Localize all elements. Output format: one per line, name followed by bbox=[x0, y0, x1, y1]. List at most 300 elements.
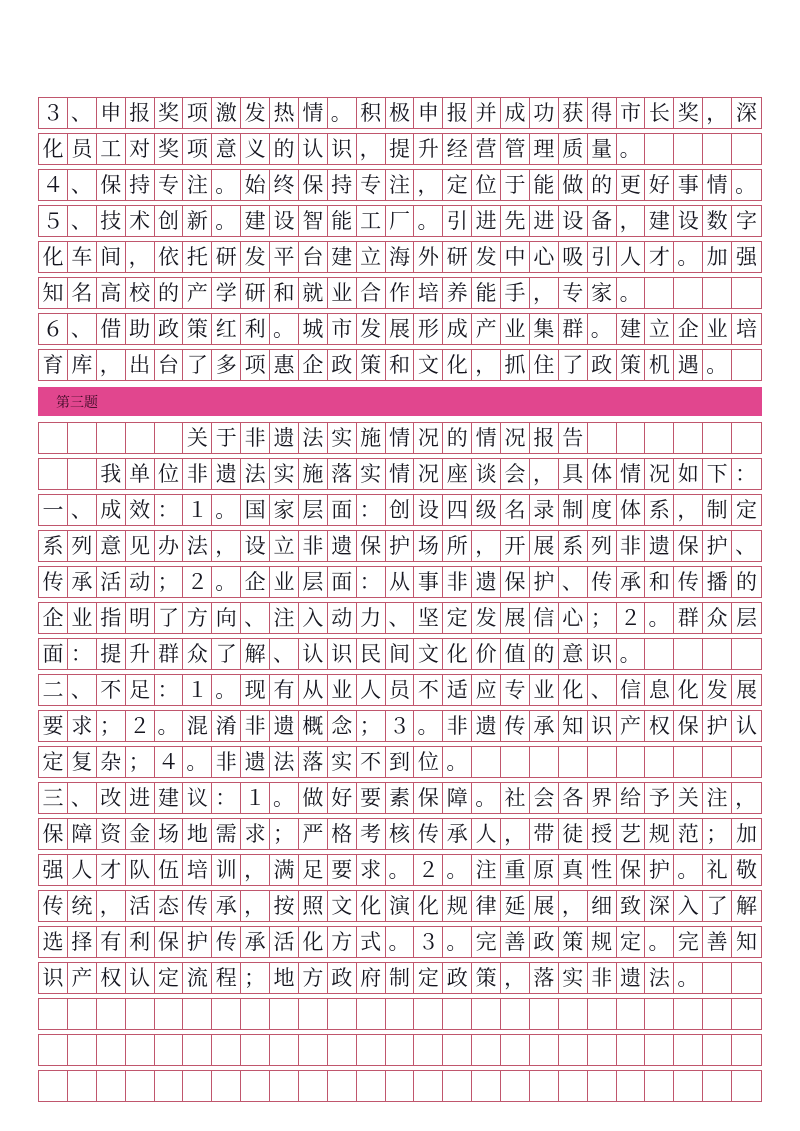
grid-cell: 规 bbox=[645, 819, 674, 849]
grid-row bbox=[38, 602, 762, 634]
grid-cell: 系 bbox=[559, 531, 588, 561]
grid-cell: 活 bbox=[126, 891, 155, 921]
grid-cell: 开 bbox=[501, 531, 530, 561]
grid-cell: 长 bbox=[645, 98, 674, 128]
grid-cell: 群 bbox=[674, 603, 703, 633]
grid-cell: 文 bbox=[414, 350, 443, 380]
grid-cell: 格 bbox=[328, 819, 357, 849]
grid-cell: 名 bbox=[501, 495, 530, 525]
grid-cell: 众 bbox=[703, 603, 732, 633]
grid-cell: 况 bbox=[645, 459, 674, 489]
grid-cell: 民 bbox=[357, 639, 386, 669]
grid-cell bbox=[68, 999, 97, 1029]
grid-cell: 心 bbox=[559, 603, 588, 633]
grid-cell bbox=[270, 1071, 299, 1101]
grid-cell: 策 bbox=[472, 963, 501, 993]
grid-cell: 实 bbox=[357, 459, 386, 489]
grid-cell: 度 bbox=[588, 495, 617, 525]
grid-cell: １ bbox=[183, 495, 212, 525]
grid-cell: 非 bbox=[299, 531, 328, 561]
grid-cell: 保 bbox=[97, 170, 126, 200]
grid-cell: 传 bbox=[588, 567, 617, 597]
grid-cell: 人 bbox=[617, 242, 646, 272]
grid-cell: 强 bbox=[39, 855, 68, 885]
grid-cell: 四 bbox=[443, 495, 472, 525]
grid-cell: 实 bbox=[328, 423, 357, 453]
grid-cell: 利 bbox=[126, 927, 155, 957]
grid-cell: 质 bbox=[559, 134, 588, 164]
grid-cell: 解 bbox=[736, 893, 758, 918]
grid-cell: ： bbox=[155, 675, 184, 705]
grid-cell: 定 bbox=[39, 747, 68, 777]
grid-cell: 研 bbox=[241, 278, 270, 308]
grid-cell: 心 bbox=[530, 242, 559, 272]
grid-cell: ， bbox=[501, 963, 530, 993]
grid-cell: 保 bbox=[155, 927, 184, 957]
grid-row bbox=[38, 530, 762, 562]
grid-cell: 。 bbox=[414, 206, 443, 236]
grid-cell: 明 bbox=[126, 603, 155, 633]
grid-cell: 台 bbox=[299, 242, 328, 272]
grid-cell: 库 bbox=[68, 350, 97, 380]
grid-cell: 到 bbox=[386, 747, 415, 777]
grid-cell bbox=[357, 1071, 386, 1101]
grid-cell: 保 bbox=[39, 819, 68, 849]
grid-cell: ； bbox=[155, 567, 184, 597]
grid-cell: 保 bbox=[299, 170, 328, 200]
grid-cell: 适 bbox=[443, 675, 472, 705]
grid-cell: 识 bbox=[39, 963, 68, 993]
grid-cell: 提 bbox=[97, 639, 126, 669]
grid-cell: 。 bbox=[588, 314, 617, 344]
grid-cell: 依 bbox=[155, 242, 184, 272]
grid-cell bbox=[241, 1071, 270, 1101]
grid-cell: 发 bbox=[357, 314, 386, 344]
grid-cell: 车 bbox=[68, 242, 97, 272]
grid-row bbox=[38, 638, 762, 670]
grid-cell: 员 bbox=[68, 134, 97, 164]
grid-cell: 非 bbox=[212, 747, 241, 777]
grid-cell: 足 bbox=[126, 675, 155, 705]
grid-cell bbox=[299, 999, 328, 1029]
grid-cell bbox=[501, 747, 530, 777]
grid-cell bbox=[212, 1071, 241, 1101]
grid-cell: 护 bbox=[645, 855, 674, 885]
grid-cell: 手 bbox=[501, 278, 530, 308]
grid-cell: 级 bbox=[472, 495, 501, 525]
grid-cell: 态 bbox=[155, 891, 184, 921]
grid-cell: 演 bbox=[386, 891, 415, 921]
grid-cell: 求 bbox=[241, 819, 270, 849]
grid-cell: 情 bbox=[386, 459, 415, 489]
grid-cell: 善 bbox=[501, 927, 530, 957]
grid-cell: 更 bbox=[617, 170, 646, 200]
grid-cell: 业 bbox=[501, 314, 530, 344]
grid-cell: 作 bbox=[386, 278, 415, 308]
grid-cell bbox=[414, 1035, 443, 1065]
grid-cell: 建 bbox=[155, 783, 184, 813]
grid-cell: 认 bbox=[126, 963, 155, 993]
grid-cell: 多 bbox=[212, 350, 241, 380]
grid-cell: 带 bbox=[530, 819, 559, 849]
grid-cell: 报 bbox=[443, 98, 472, 128]
grid-cell: 加 bbox=[736, 821, 758, 846]
grid-cell: 淆 bbox=[212, 711, 241, 741]
grid-cell: 的 bbox=[736, 569, 758, 594]
grid-cell: 文 bbox=[328, 891, 357, 921]
grid-cell bbox=[732, 639, 761, 669]
grid-cell: 定 bbox=[617, 927, 646, 957]
grid-cell: 专 bbox=[501, 675, 530, 705]
grid-cell: 申 bbox=[414, 98, 443, 128]
grid-cell: 保 bbox=[617, 855, 646, 885]
grid-cell: 层 bbox=[299, 567, 328, 597]
grid-cell bbox=[703, 1035, 732, 1065]
grid-cell: 式 bbox=[357, 927, 386, 957]
grid-cell: 考 bbox=[357, 819, 386, 849]
grid-cell: 所 bbox=[443, 531, 472, 561]
grid-cell: 定 bbox=[736, 497, 758, 522]
grid-cell: 情 bbox=[386, 423, 415, 453]
grid-row bbox=[38, 422, 762, 454]
grid-cell: 惠 bbox=[270, 350, 299, 380]
grid-cell: 解 bbox=[241, 639, 270, 669]
grid-cell: 专 bbox=[559, 278, 588, 308]
grid-cell: 持 bbox=[328, 170, 357, 200]
grid-row bbox=[38, 566, 762, 598]
grid-cell: 面 bbox=[39, 639, 68, 669]
grid-cell: 护 bbox=[703, 711, 732, 741]
grid-cell: ３ bbox=[386, 711, 415, 741]
grid-cell: 选 bbox=[39, 927, 68, 957]
grid-cell bbox=[559, 1071, 588, 1101]
grid-cell: ， bbox=[617, 206, 646, 236]
grid-cell: 厂 bbox=[386, 206, 415, 236]
grid-cell bbox=[559, 747, 588, 777]
grid-cell: ： bbox=[735, 461, 757, 486]
grid-cell bbox=[703, 423, 732, 453]
grid-cell: 授 bbox=[588, 819, 617, 849]
grid-cell: 。 bbox=[212, 567, 241, 597]
grid-cell: 办 bbox=[155, 531, 184, 561]
grid-row bbox=[38, 241, 762, 273]
grid-cell: 始 bbox=[241, 170, 270, 200]
grid-cell: 营 bbox=[472, 134, 501, 164]
grid-row bbox=[38, 710, 762, 742]
grid-cell: 业 bbox=[328, 675, 357, 705]
grid-cell: 设 bbox=[559, 206, 588, 236]
grid-cell: 发 bbox=[472, 603, 501, 633]
grid-cell: 产 bbox=[617, 711, 646, 741]
grid-cell: 二 bbox=[39, 675, 68, 705]
grid-cell: ， bbox=[472, 531, 501, 561]
grid-cell: 会 bbox=[501, 459, 530, 489]
grid-cell: 极 bbox=[386, 98, 415, 128]
grid-cell bbox=[212, 999, 241, 1029]
grid-cell: 和 bbox=[645, 567, 674, 597]
grid-row bbox=[38, 782, 762, 814]
grid-cell: 情 bbox=[472, 423, 501, 453]
grid-cell: 注 bbox=[270, 603, 299, 633]
grid-cell: ２ bbox=[126, 711, 155, 741]
grid-cell: ， bbox=[674, 495, 703, 525]
grid-cell: 认 bbox=[736, 713, 758, 738]
grid-cell: 、 bbox=[270, 639, 299, 669]
grid-cell: 、 bbox=[68, 314, 97, 344]
grid-cell bbox=[530, 1035, 559, 1065]
grid-cell: 奖 bbox=[155, 98, 184, 128]
grid-cell: 住 bbox=[530, 350, 559, 380]
grid-cell: 场 bbox=[155, 819, 184, 849]
grid-cell: 、 bbox=[68, 783, 97, 813]
grid-cell: 报 bbox=[126, 98, 155, 128]
grid-cell: 情 bbox=[617, 459, 646, 489]
grid-cell: 非 bbox=[183, 459, 212, 489]
grid-cell: 保 bbox=[674, 531, 703, 561]
grid-cell: 出 bbox=[126, 350, 155, 380]
grid-cell: 成 bbox=[443, 314, 472, 344]
grid-cell: 。 bbox=[703, 350, 732, 380]
grid-cell: 进 bbox=[530, 206, 559, 236]
grid-cell: 升 bbox=[126, 639, 155, 669]
grid-cell: 功 bbox=[530, 98, 559, 128]
grid-cell: 发 bbox=[472, 242, 501, 272]
manuscript-sheet bbox=[38, 97, 762, 1106]
grid-cell: 非 bbox=[588, 963, 617, 993]
grid-cell: 坚 bbox=[414, 603, 443, 633]
grid-cell: 项 bbox=[183, 98, 212, 128]
grid-cell: 定 bbox=[414, 963, 443, 993]
grid-cell: 企 bbox=[674, 314, 703, 344]
grid-cell: 识 bbox=[328, 134, 357, 164]
grid-cell: 。 bbox=[212, 206, 241, 236]
grid-cell: 业 bbox=[530, 675, 559, 705]
grid-cell: 、 bbox=[386, 603, 415, 633]
grid-cell: 具 bbox=[559, 459, 588, 489]
grid-cell: 面 bbox=[328, 495, 357, 525]
grid-cell: 策 bbox=[617, 350, 646, 380]
grid-cell: 法 bbox=[241, 459, 270, 489]
grid-cell bbox=[703, 1071, 732, 1101]
grid-cell: 报 bbox=[530, 423, 559, 453]
section-label: 第三题 bbox=[56, 394, 98, 411]
grid-cell: 一 bbox=[39, 495, 68, 525]
grid-cell bbox=[501, 1071, 530, 1101]
grid-cell: 遗 bbox=[270, 711, 299, 741]
grid-cell: 量 bbox=[588, 134, 617, 164]
grid-row bbox=[38, 962, 762, 994]
grid-cell: 化 bbox=[443, 639, 472, 669]
grid-cell: ； bbox=[703, 819, 732, 849]
grid-cell: 播 bbox=[703, 567, 732, 597]
grid-cell: 传 bbox=[674, 567, 703, 597]
grid-cell bbox=[386, 1071, 415, 1101]
grid-cell: 、 bbox=[68, 98, 97, 128]
grid-cell: 定 bbox=[443, 603, 472, 633]
grid-cell: 律 bbox=[472, 891, 501, 921]
grid-cell: 。 bbox=[617, 134, 646, 164]
grid-cell bbox=[588, 1071, 617, 1101]
grid-cell: 统 bbox=[68, 891, 97, 921]
grid-cell: 。 bbox=[443, 747, 472, 777]
grid-cell: 家 bbox=[270, 495, 299, 525]
grid-cell: 、 bbox=[68, 206, 97, 236]
grid-cell: 成 bbox=[501, 98, 530, 128]
grid-cell bbox=[39, 1071, 68, 1101]
grid-cell: 息 bbox=[645, 675, 674, 705]
grid-cell: 况 bbox=[414, 423, 443, 453]
grid-row bbox=[38, 277, 762, 309]
grid-cell: 申 bbox=[97, 98, 126, 128]
grid-cell: 从 bbox=[299, 675, 328, 705]
grid-cell: 术 bbox=[126, 206, 155, 236]
grid-cell bbox=[183, 1035, 212, 1065]
grid-cell: 要 bbox=[357, 783, 386, 813]
grid-row bbox=[38, 926, 762, 958]
grid-cell: 注 bbox=[183, 170, 212, 200]
grid-cell: ， bbox=[241, 891, 270, 921]
grid-cell: 建 bbox=[241, 206, 270, 236]
grid-cell: 法 bbox=[299, 423, 328, 453]
grid-cell: 海 bbox=[386, 242, 415, 272]
grid-cell: 遗 bbox=[472, 711, 501, 741]
grid-cell: 政 bbox=[443, 963, 472, 993]
grid-cell: 。 bbox=[645, 603, 674, 633]
grid-cell: 遇 bbox=[674, 350, 703, 380]
grid-cell: 深 bbox=[736, 100, 758, 125]
grid-cell: 细 bbox=[588, 891, 617, 921]
grid-cell bbox=[97, 1071, 126, 1101]
grid-cell: 动 bbox=[126, 567, 155, 597]
grid-cell bbox=[126, 1071, 155, 1101]
grid-cell: 从 bbox=[386, 567, 415, 597]
grid-cell bbox=[299, 1071, 328, 1101]
grid-row bbox=[38, 890, 762, 922]
grid-cell: 定 bbox=[155, 963, 184, 993]
grid-cell: 知 bbox=[736, 929, 758, 954]
grid-cell: 社 bbox=[501, 783, 530, 813]
grid-cell bbox=[357, 1035, 386, 1065]
grid-cell bbox=[645, 747, 674, 777]
grid-cell: 政 bbox=[328, 350, 357, 380]
grid-cell: ５ bbox=[39, 206, 68, 236]
grid-cell bbox=[703, 963, 732, 993]
grid-cell: 护 bbox=[530, 567, 559, 597]
grid-cell: 见 bbox=[126, 531, 155, 561]
grid-cell: 化 bbox=[674, 675, 703, 705]
grid-cell: 指 bbox=[97, 603, 126, 633]
grid-cell: 重 bbox=[501, 855, 530, 885]
grid-row bbox=[38, 458, 762, 490]
grid-cell: 。 bbox=[270, 314, 299, 344]
grid-cell: 能 bbox=[472, 278, 501, 308]
grid-cell: 法 bbox=[270, 747, 299, 777]
grid-cell bbox=[617, 1035, 646, 1065]
grid-cell: ， bbox=[559, 891, 588, 921]
grid-cell bbox=[703, 134, 732, 164]
grid-cell: 才 bbox=[97, 855, 126, 885]
grid-cell: 下 bbox=[703, 459, 732, 489]
grid-cell bbox=[155, 1035, 184, 1065]
grid-cell bbox=[183, 1071, 212, 1101]
grid-cell: 吸 bbox=[559, 242, 588, 272]
grid-cell: 求 bbox=[68, 711, 97, 741]
grid-cell: 红 bbox=[212, 314, 241, 344]
grid-cell: 关 bbox=[674, 783, 703, 813]
grid-cell: 规 bbox=[443, 891, 472, 921]
grid-cell: 价 bbox=[472, 639, 501, 669]
grid-cell: 市 bbox=[328, 314, 357, 344]
grid-cell: 能 bbox=[530, 170, 559, 200]
grid-cell: 数 bbox=[703, 206, 732, 236]
grid-cell: 。 bbox=[443, 927, 472, 957]
grid-cell bbox=[443, 1035, 472, 1065]
grid-cell: 传 bbox=[183, 891, 212, 921]
grid-cell: 。 bbox=[443, 855, 472, 885]
grid-cell: 活 bbox=[97, 567, 126, 597]
grid-cell bbox=[703, 747, 732, 777]
grid-cell: 位 bbox=[155, 459, 184, 489]
grid-cell: 照 bbox=[299, 891, 328, 921]
grid-row bbox=[38, 1034, 762, 1066]
grid-cell bbox=[414, 1071, 443, 1101]
grid-cell: 求 bbox=[357, 855, 386, 885]
grid-cell bbox=[703, 999, 732, 1029]
grid-cell: 、 bbox=[241, 603, 270, 633]
grid-cell: 实 bbox=[328, 747, 357, 777]
grid-cell bbox=[732, 423, 761, 453]
grid-cell: 设 bbox=[241, 531, 270, 561]
grid-cell: 原 bbox=[530, 855, 559, 885]
grid-cell bbox=[270, 999, 299, 1029]
grid-cell: 承 bbox=[443, 819, 472, 849]
grid-cell: 动 bbox=[328, 603, 357, 633]
grid-cell: ， bbox=[414, 170, 443, 200]
grid-cell: 法 bbox=[183, 531, 212, 561]
grid-cell bbox=[732, 350, 761, 380]
grid-cell: 概 bbox=[299, 711, 328, 741]
grid-cell: 员 bbox=[386, 675, 415, 705]
grid-cell bbox=[501, 999, 530, 1029]
grid-cell: ； bbox=[97, 711, 126, 741]
grid-cell: ； bbox=[241, 963, 270, 993]
grid-cell: 创 bbox=[386, 495, 415, 525]
grid-row bbox=[38, 169, 762, 201]
grid-cell: 进 bbox=[472, 206, 501, 236]
grid-cell: 三 bbox=[39, 783, 68, 813]
grid-cell bbox=[155, 1071, 184, 1101]
grid-cell: 家 bbox=[588, 278, 617, 308]
grid-cell: 深 bbox=[645, 891, 674, 921]
grid-cell: 。 bbox=[645, 927, 674, 957]
grid-cell: 敬 bbox=[736, 857, 758, 882]
grid-cell: 化 bbox=[39, 242, 68, 272]
grid-cell: 识 bbox=[588, 711, 617, 741]
grid-cell: 集 bbox=[530, 314, 559, 344]
grid-cell: 技 bbox=[97, 206, 126, 236]
grid-cell: 政 bbox=[328, 963, 357, 993]
grid-row bbox=[38, 1070, 762, 1102]
grid-cell: 立 bbox=[357, 242, 386, 272]
grid-row bbox=[38, 494, 762, 526]
grid-cell bbox=[645, 1071, 674, 1101]
grid-cell: 合 bbox=[357, 278, 386, 308]
grid-cell: 非 bbox=[617, 531, 646, 561]
grid-cell: 承 bbox=[617, 567, 646, 597]
grid-cell bbox=[39, 459, 68, 489]
grid-cell: 做 bbox=[299, 783, 328, 813]
grid-cell: 方 bbox=[328, 927, 357, 957]
